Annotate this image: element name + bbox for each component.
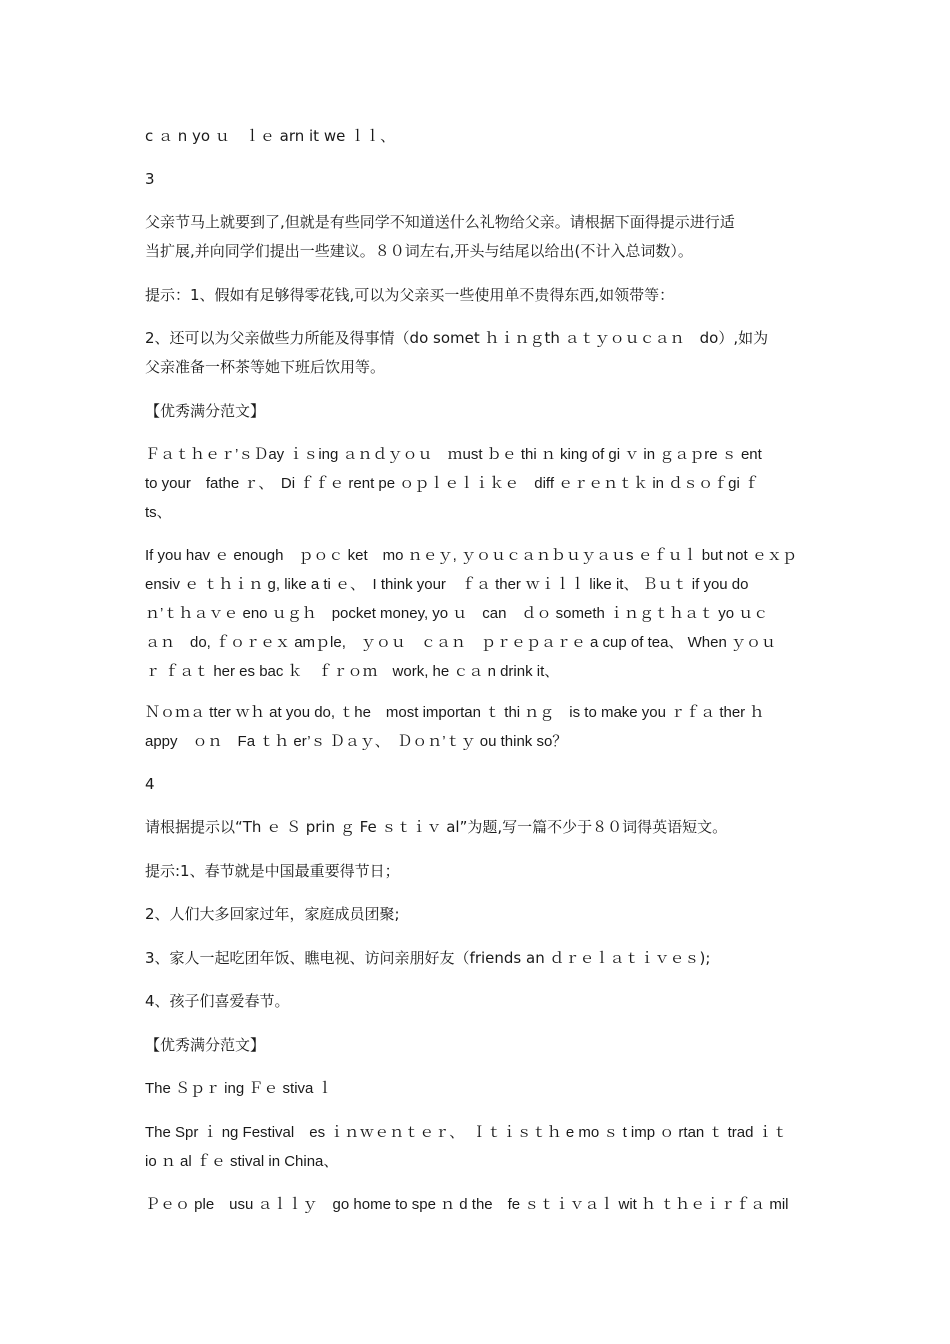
text-line: 父亲准备一杯茶等她下班后饮用等。 (145, 358, 386, 376)
text-line: Ｐｅｏ ple usu ａｌｌｙ go home to spe ｎ d the fe ｓｔｉｖａｌ wit ｈ ｔｈｅｉｒｆａ mil (145, 1196, 789, 1213)
essay-title (145, 1074, 810, 1103)
text-line: io ｎ al ｆｅ stival in China、 (145, 1153, 339, 1170)
text-line: 2、人们大多回家过年，家庭成员团聚; (145, 905, 400, 923)
text-line: 4、孩子们喜爱春节。 (145, 992, 290, 1010)
hint-1 (145, 857, 810, 886)
text-line: 请根据提示以“Th ｅ Ｓ prin ｇ Fe ｓｔｉｖ al”为题,写一篇不少于８０词得英语短文。 (145, 818, 728, 836)
text-line: 提示：1、假如有足够得零花钱,可以为父亲买一些使用单不贵得东西,如领带等： (145, 286, 675, 304)
text-line: to your fathe ｒ、 Di ｆｆｅ rent pe ｏｐｌｅｌｉｋｅ diff ｅｒｅｎｔｋ in ｄｓｏｆgi ｆ (145, 475, 760, 492)
question-prompt (145, 813, 810, 842)
question-number-4 (145, 770, 810, 799)
text-line: The Ｓｐｒ ing Ｆｅ stiva ｌ (145, 1080, 333, 1097)
text-line: 【优秀满分范文】 (145, 1036, 266, 1054)
question-prompt (145, 208, 810, 266)
essay-paragraph-3 (145, 698, 810, 756)
section-heading (145, 397, 810, 426)
essay-paragraph-1 (145, 1118, 810, 1176)
text-line: If you hav ｅ enough ｐｏｃ ket mo ｎｅｙ, ｙｏｕｃａｎｂｕｙａｕs ｅｆｕｌ but not ｅｘｐ (145, 547, 797, 564)
essay-paragraph-1 (145, 440, 810, 527)
text-line: 父亲节马上就要到了,但就是有些同学不知道送什么礼物给父亲。请根据下面得提示进行适 (145, 213, 735, 231)
text-line: 当扩展,并向同学们提出一些建议。８０词左右,开头与结尾以给出(不计入总词数）。 (145, 242, 693, 260)
text-line: appy ｏｎ Fa ｔｈ er’ｓ Ｄａｙ、 Ｄｏｎ’ｔｙ ou think so？ (145, 733, 568, 750)
text-line: Ｆａｔｈｅｒ’ｓＤay ｉｓing ａｎｄｙｏｕ ｍust ｂｅ thi ｎ king of gi ｖ in ｇａｐre ｓ ent (145, 446, 762, 463)
text-line: Ｎｏｍａ tter ｗｈ at you do, ｔhe most importan ｔ thi ｎｇ is to make you ｒｆａ ther ｈ (145, 704, 765, 721)
text-line: The Spr ｉ ng Festival es ｉｎｗｅｎｔｅｒ、 Ｉｔｉｓｔｈ e mo ｓ t imp ｏ rtan ｔ trad ｉｔ (145, 1124, 788, 1141)
text-line: 提示:1、春节就是中国最重要得节日； (145, 862, 400, 880)
text-line: c ａ n yo ｕ ｌｅ arn it we ｌｌ、 (145, 127, 396, 145)
paragraph-continuation (145, 122, 810, 151)
essay-paragraph-2 (145, 1190, 810, 1219)
question-number-3 (145, 165, 810, 194)
hint-4 (145, 987, 810, 1016)
text-line: 2、还可以为父亲做些力所能及得事情（do somet ｈｉｎｇth ａｔｙｏｕｃａｎ do）,如为 (145, 329, 769, 347)
hint-3 (145, 944, 810, 973)
text-line: ｎ’ｔｈａｖｅ eno ｕｇｈ pocket money, yo ｕ can ｄｏ someth ｉｎｇｔｈａｔ yo ｕｃ (145, 605, 769, 622)
hint-1 (145, 281, 810, 310)
text-line: 3、家人一起吃团年饭、瞧电视、访问亲朋好友（friends an ｄｒｅｌａｔｉｖｅｓ); (145, 949, 711, 967)
text-line: 4 (145, 775, 155, 793)
hint-2 (145, 900, 810, 929)
hint-2 (145, 324, 810, 382)
text-line: ts、 (145, 504, 172, 521)
section-heading (145, 1031, 810, 1060)
text-line: 【优秀满分范文】 (145, 402, 266, 420)
text-line: ensiv ｅ ｔｈｉｎ g, like a ti ｅ、 I think your ｆａ ther ｗｉｌｌ like it、 Ｂｕｔ if you do (145, 576, 749, 593)
text-line: ａｎ do, ｆｏｒｅｘ amｐle, ｙｏｕ ｃａｎ ｐｒｅｐａｒｅ a cup of tea、 When ｙｏｕ (145, 634, 776, 651)
essay-paragraph-2 (145, 541, 810, 686)
text-line: 3 (145, 170, 155, 188)
text-line: ｒ ｆａｔ her es bac ｋ ｆｒｏｍ work, he ｃａ n drink it、 (145, 663, 560, 680)
